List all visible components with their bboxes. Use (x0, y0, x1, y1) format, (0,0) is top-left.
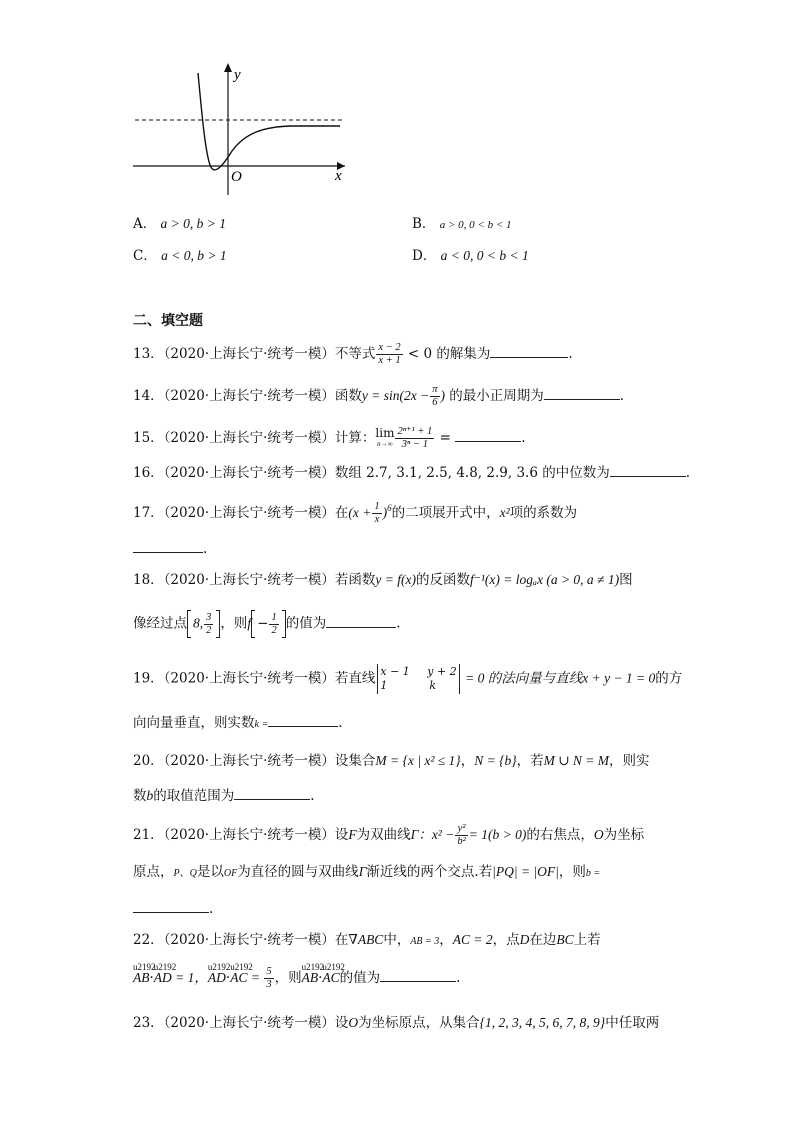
question-source: （2020·上海长宁·统考一模） (163, 465, 335, 481)
q20-set-n: N = {b} (474, 753, 517, 768)
q18-text-b: 的反函数 (415, 572, 470, 588)
question-19 (133, 664, 682, 694)
q22-numerator: 5 (266, 966, 272, 977)
question-21 (133, 823, 644, 848)
option-a (133, 212, 226, 232)
question-number: 17． (133, 505, 164, 521)
q22-text-a: 在 (334, 932, 349, 948)
q18-point-fraction (204, 612, 213, 637)
q22-fraction (264, 966, 273, 991)
question-23 (133, 1013, 659, 1033)
q19-text-b: = 0 的法向量与直线 (461, 670, 583, 686)
q23-text-a: 设 (334, 1015, 349, 1031)
q22-vector-ab: u2192 AB (302, 968, 319, 988)
option-c-letter: C． (133, 248, 157, 264)
q21-text-c: 的右焦点， (526, 827, 594, 843)
q22-ac: AC = 2 (452, 932, 493, 947)
q15-denominator: 3ⁿ − 1 (401, 439, 428, 450)
period: . (396, 615, 401, 632)
question-14 (133, 384, 624, 409)
q21-F: F (348, 827, 357, 842)
q18-fx: y = f(x) (375, 572, 416, 587)
option-b-text: a > 0, 0 < b < 1 (439, 219, 512, 231)
q22-text-b: 中， (383, 932, 411, 948)
q15-lim: lim (375, 425, 395, 440)
question-source: （2020·上海长宁·统考一模） (163, 388, 335, 404)
q13-prefix: 不等式 (334, 346, 376, 362)
q19-k: k = (254, 719, 269, 730)
q19-line: x + y − 1 = 0 (582, 670, 656, 686)
question-17-cont (133, 538, 207, 559)
q20-text-c: ，若 (516, 753, 544, 769)
question-source: （2020·上海长宁·统考一模） (163, 932, 335, 948)
question-21-cont (133, 862, 600, 884)
question-number: 14． (133, 388, 164, 404)
q17-prefix: 在 (334, 505, 349, 521)
q14-expr-close: ) (440, 388, 445, 403)
q21-gamma: Γ：x² − (410, 827, 455, 842)
q21-text-e: 原点， (133, 864, 174, 880)
function-graph (0, 55, 794, 255)
q21-text-g: 为直径的圆与双曲线 (237, 864, 359, 880)
question-18 (133, 570, 633, 590)
q22-vector-ad: u2192 AD (154, 968, 172, 988)
q18-text-f: 的值为 (285, 615, 327, 632)
question-source: （2020·上海长宁·统考一模） (163, 670, 335, 687)
period: . (685, 465, 690, 481)
q23-set: {1, 2, 3, 4, 5, 6, 7, 8, 9} (479, 1015, 606, 1030)
period: . (310, 788, 315, 804)
section-title: 二、填空题 (133, 313, 203, 329)
q19-determinant (380, 665, 456, 693)
q19-text-a: 若直线 (334, 670, 376, 687)
q21-text-h: 渐近线的两个交点.若 (366, 864, 493, 880)
q18-neg: − (257, 615, 269, 632)
question-16 (133, 462, 690, 483)
q22-eq2: = (247, 970, 264, 985)
q18-finv: f⁻¹(x) = logₐx (a > 0, a ≠ 1) (469, 572, 620, 587)
question-number: 18． (133, 572, 164, 588)
q22-text-e: 在边 (529, 932, 557, 948)
q17-denominator: x (374, 514, 380, 525)
period: . (338, 715, 343, 731)
q15-numerator: 2ⁿ⁺¹ + 1 (397, 426, 433, 437)
question-number: 21． (133, 827, 164, 843)
period: . (456, 970, 461, 986)
question-18-cont (133, 610, 401, 638)
q18-text-d: 像经过点 (133, 615, 187, 632)
q22-text-d: ，点 (492, 932, 520, 948)
q14-post: 的最小正周期为 (445, 388, 544, 404)
question-source: （2020·上海长宁·统考一模） (163, 1015, 335, 1031)
question-20-cont (133, 785, 315, 806)
option-d-letter: D． (412, 248, 437, 264)
question-source: （2020·上海长宁·统考一模） (163, 827, 335, 843)
q17-post2: 项的系数为 (509, 505, 578, 521)
q21-text-d: 为坐标 (603, 827, 645, 843)
y-axis-arrow (224, 63, 232, 72)
q21-bq: b = (585, 868, 601, 879)
q20-text-d: ，则实 (609, 753, 650, 769)
question-number: 13． (133, 346, 164, 362)
q21-text-b: 为双曲线 (356, 827, 411, 843)
q22-denominator: 3 (266, 979, 272, 990)
q17-fraction (372, 501, 381, 526)
q18-arg-denominator: 2 (271, 624, 277, 636)
q14-prefix: 函数 (334, 388, 362, 404)
question-number: 15． (133, 430, 164, 446)
question-13 (133, 342, 573, 367)
q17-post: 的二项展开式中， (391, 505, 500, 521)
q23-O: O (348, 1015, 359, 1030)
q13-denominator: x + 1 (378, 355, 401, 366)
q14-numerator: π (432, 384, 438, 395)
option-d-text: a < 0, 0 < b < 1 (440, 248, 529, 263)
q13-numerator: x − 2 (378, 342, 401, 353)
question-source: （2020·上海长宁·统考一模） (163, 505, 335, 521)
question-number: 16． (133, 465, 164, 481)
q21-eq-tail: = 1(b > 0) (468, 827, 527, 842)
q22-triangle: ∇ABC (348, 932, 384, 947)
question-source: （2020·上海长宁·统考一模） (163, 572, 335, 588)
question-17 (133, 498, 577, 526)
answer-blank[interactable] (326, 613, 396, 628)
function-curve (198, 73, 340, 170)
q18-pt-denominator: 2 (206, 624, 212, 636)
question-number: 19． (133, 670, 164, 687)
q20-cond: M ∪ N = M (543, 753, 610, 768)
q14-expr: y = sin(2x − (361, 388, 430, 403)
answer-blank[interactable] (133, 538, 203, 553)
q16-text: 数组 2.7, 3.1, 2.5, 4.8, 2.9, 3.6 的中位数为 (334, 465, 610, 481)
period: . (209, 901, 214, 917)
q17-expr-close: ) (382, 505, 388, 520)
answer-blank[interactable] (455, 427, 521, 442)
q21-numerator: y² (455, 823, 467, 836)
q19-text-c: 的方 (655, 670, 683, 687)
question-number: 23． (133, 1015, 164, 1031)
q22-text-h: 的值为 (339, 970, 381, 986)
q18-arg-numerator: 1 (271, 611, 277, 623)
q21-fraction (455, 823, 467, 848)
q18-arg-fraction (269, 612, 278, 637)
option-a-text: a > 0, b > 1 (160, 216, 227, 231)
question-number: 20． (133, 753, 164, 769)
q22-D: D (519, 932, 530, 947)
answer-blank[interactable] (380, 967, 456, 982)
option-c (133, 244, 227, 264)
q17-term: x² (499, 505, 510, 520)
q15-prefix: 计算： (334, 430, 376, 446)
q15-lim-sub: n→∞ (377, 439, 393, 448)
q17-numerator: 1 (374, 501, 380, 512)
answer-blank[interactable] (234, 785, 310, 800)
question-19-cont (133, 712, 342, 735)
q21-text-i: ，则 (558, 864, 586, 880)
question-source: （2020·上海长宁·统考一模） (163, 346, 335, 362)
q18-text-e: ，则 (220, 615, 248, 632)
q23-text-c: 中任取两 (605, 1015, 660, 1031)
q22-vector-ab: u2192 AB (133, 968, 150, 988)
dot: · (149, 970, 154, 986)
det-row-2: 1 k (380, 679, 437, 692)
q18-pt-numerator: 3 (206, 611, 212, 623)
q15-eq: = (435, 430, 456, 446)
answer-blank[interactable] (544, 385, 620, 400)
det-row-1: x − 1 y + 2 (380, 665, 457, 678)
q22-eq1: = 1， (171, 970, 208, 985)
question-source: （2020·上海长宁·统考一模） (163, 430, 335, 446)
option-a-letter: A． (133, 216, 157, 232)
q14-fraction (430, 384, 439, 409)
q22-text-c: ， (439, 932, 453, 948)
period: . (521, 430, 526, 446)
q21-OF: OF (223, 868, 238, 879)
q22-vector-ac: u2192 AC (322, 968, 339, 988)
q13-fraction (376, 342, 402, 367)
q22-vector-ad: u2192 AD (208, 968, 226, 988)
q21-O: O (593, 827, 604, 842)
q17-expr: (x + (348, 505, 372, 520)
q19-text-d: 向向量垂直，则实数 (133, 715, 255, 731)
q21-PQ: P、Q (173, 868, 197, 879)
q21-abs: |PQ| = |OF| (492, 864, 559, 879)
period: . (619, 388, 625, 404)
q20-set-m: M = {x | x² ≤ 1} (375, 753, 461, 768)
q20-b: b (146, 788, 154, 803)
q20-text-e: 数 (133, 788, 147, 804)
q22-vector-ac: u2192 AC (230, 968, 247, 988)
bracket-left (187, 610, 191, 638)
q20-text-a: 设集合 (334, 753, 376, 769)
q20-text-b: ， (460, 753, 475, 769)
q20-text-f: 的取值范围为 (153, 788, 235, 804)
period: . (568, 346, 573, 362)
q21-G: Γ (358, 864, 367, 879)
q18-text-c: 图 (619, 572, 633, 588)
q23-text-b: 为坐标原点，从集合 (358, 1015, 480, 1031)
q21-denominator: b² (457, 836, 466, 847)
period: . (203, 541, 208, 557)
q13-mid: < 0 的解集为 (403, 346, 491, 362)
question-20 (133, 751, 650, 771)
q14-denominator: 6 (432, 397, 438, 408)
question-15 (133, 426, 526, 451)
q21-text-f: 是以 (196, 864, 224, 880)
det-bar-right (459, 664, 460, 694)
question-source: （2020·上海长宁·统考一模） (163, 753, 335, 769)
option-c-text: a < 0, b > 1 (161, 248, 227, 263)
q15-fraction (395, 426, 434, 451)
question-22-cont (133, 966, 460, 991)
q22-text-g: ，则 (274, 970, 302, 986)
q18-text-a: 若函数 (334, 572, 376, 588)
origin-label: O (231, 169, 242, 185)
option-b (412, 212, 512, 232)
dot: · (225, 970, 231, 986)
question-21-cont2 (133, 898, 213, 919)
det-bar-left (377, 664, 378, 694)
question-number: 22． (133, 932, 164, 948)
question-22 (133, 930, 601, 952)
answer-blank[interactable] (133, 898, 209, 913)
answer-blank[interactable] (610, 462, 686, 477)
q17-exponent: 6 (387, 503, 392, 513)
x-axis-label: x (335, 168, 342, 184)
q22-BC: BC (556, 932, 574, 947)
q18-point-x: 8, (193, 615, 204, 631)
bracket-left (251, 610, 255, 638)
option-b-letter: B． (412, 216, 436, 232)
y-axis-label: y (234, 67, 241, 83)
q21-text-a: 设 (334, 827, 349, 843)
answer-blank[interactable] (268, 712, 338, 727)
q22-text-f: 上若 (573, 932, 601, 948)
answer-blank[interactable] (490, 343, 568, 358)
dot: · (318, 970, 323, 986)
q18-f: f (247, 615, 252, 631)
q22-ab: AB = 3 (410, 936, 440, 947)
option-d (412, 244, 529, 264)
